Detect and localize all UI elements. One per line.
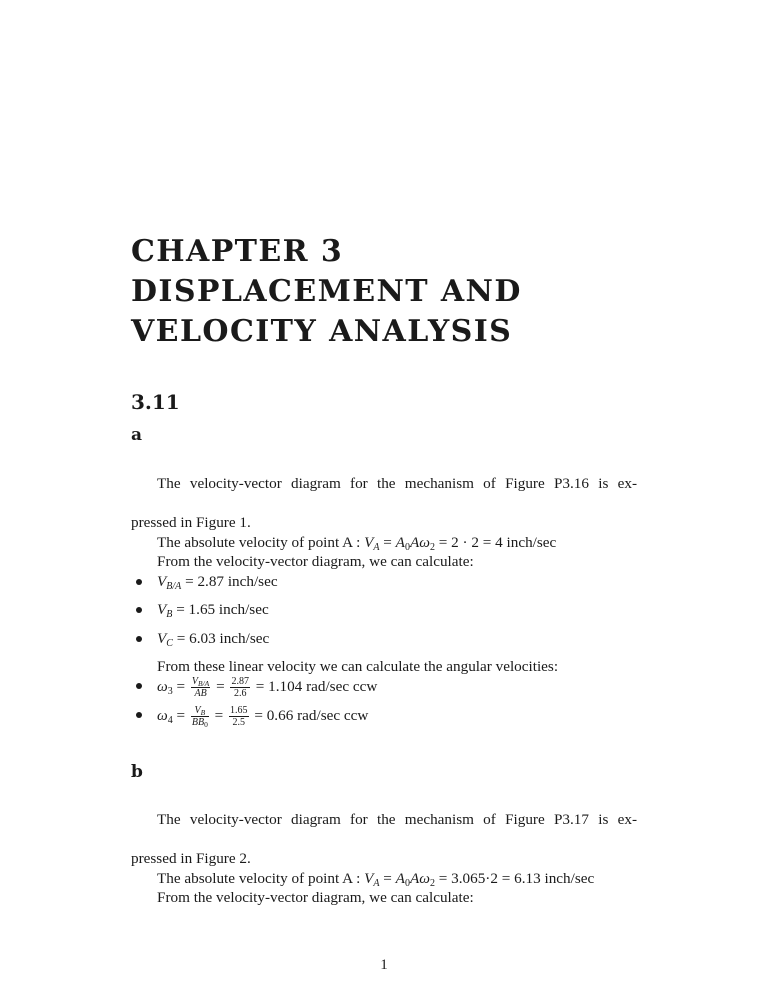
- part-b-intro-line-1: The velocity-vector diagram for the mechanism of Figure P3.17 is ex-: [157, 811, 637, 828]
- fraction-vba-ab: $\frac{V_{B/A}}{AB}$: [191, 676, 210, 700]
- bullet-icon: [136, 636, 142, 642]
- subsection-b-heading: b: [131, 762, 143, 782]
- part-a-absolute-velocity: The absolute velocity of point A : $V_A = A_0A\omega_2 = 2 \cdot 2 = 4$ inch/sec: [157, 533, 557, 553]
- part-a-linear-velocity-list: [131, 572, 637, 657]
- fraction-vb-bb0: $\frac{V_B}{BB_0}$: [191, 704, 208, 729]
- chapter-title-line-3: VELOCITY ANALYSIS: [131, 314, 513, 349]
- bullet-icon: [136, 712, 142, 718]
- section-title: 3.11: [131, 390, 180, 414]
- page-number: 1: [380, 957, 388, 973]
- list-item-vb: $V_B = 1.65$ inch/sec: [131, 600, 637, 628]
- part-a-intro-line-2: pressed in Figure 1.: [131, 514, 251, 532]
- part-b-absolute-velocity: The absolute velocity of point A : $V_A = A_0A\omega_2 = 3.065\cdot 2 = 6.13$ inch/sec: [157, 869, 595, 889]
- fraction-omega4-values: $\frac{1.65}{2.5}$: [230, 704, 248, 728]
- part-a-intro-line-1: The velocity-vector diagram for the mechanism of Figure P3.16 is ex-: [157, 475, 637, 492]
- part-a-calc-intro: From the velocity-vector diagram, we can calculate:: [157, 553, 474, 571]
- bullet-icon: [136, 607, 142, 613]
- list-item-omega4: $\omega_4$ = $\frac{V_B}{BB_0}$ = $\frac{1.65}{2.5}$ = 0.66 rad/sec ccw: [131, 705, 637, 733]
- part-a-angular-velocity-list: [131, 676, 637, 733]
- chapter-title: [131, 232, 691, 352]
- subsection-a-heading: a: [131, 425, 143, 445]
- part-a-angular-intro: From these linear velocity we can calculate the angular velocities:: [157, 657, 559, 675]
- part-b-body: [131, 810, 637, 908]
- part-b-intro-line-2: pressed in Figure 2.: [131, 850, 251, 868]
- bullet-icon: [136, 579, 142, 585]
- part-a-body: [131, 474, 637, 733]
- fraction-omega3-values: $\frac{2.87}{2.6}$: [231, 676, 249, 700]
- chapter-title-line-2: DISPLACEMENT AND: [131, 274, 522, 309]
- chapter-title-line-1: CHAPTER 3: [131, 234, 344, 269]
- bullet-icon: [136, 683, 142, 689]
- list-item-vc: $V_C = 6.03$ inch/sec: [131, 629, 637, 657]
- part-b-calc-intro: From the velocity-vector diagram, we can calculate:: [157, 889, 474, 907]
- list-item-vba: $V_{B/A} = 2.87$ inch/sec: [131, 572, 637, 600]
- list-item-omega3: $\omega_3$ = $\frac{V_{B/A}}{AB}$ = $\frac{2.87}{2.6}$ = 1.104 rad/sec ccw: [131, 676, 637, 704]
